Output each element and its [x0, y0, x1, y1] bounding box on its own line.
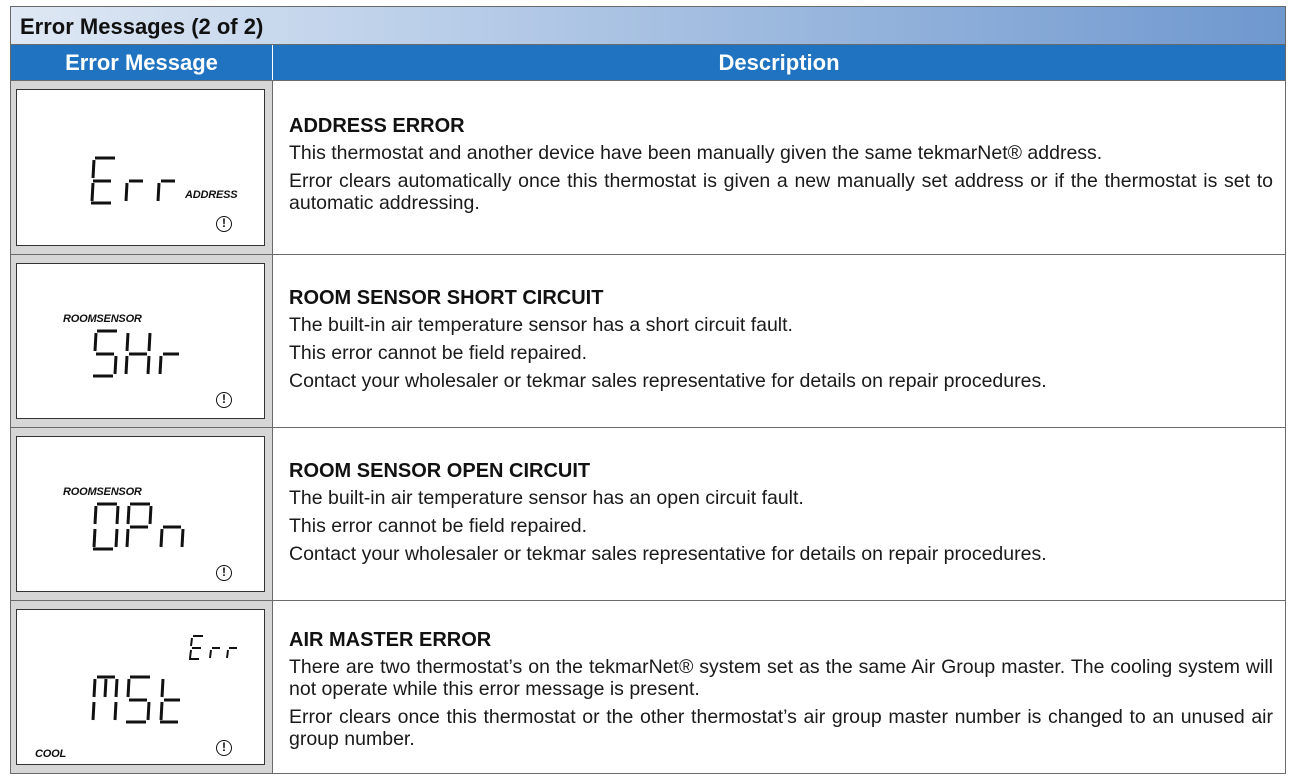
description-line: The built-in air temperature sensor has a short circuit fault.	[289, 314, 793, 336]
table-title-bar	[11, 7, 1285, 45]
lcd-char-S	[93, 331, 117, 376]
lcd-char-H	[126, 333, 150, 374]
error-heading: ROOM SENSOR OPEN CIRCUIT	[289, 460, 591, 482]
error-heading: ROOM SENSOR SHORT CIRCUIT	[289, 287, 604, 309]
description-line: The built-in air temperature sensor has an open circuit fault.	[289, 487, 804, 509]
lcd-char-r	[160, 354, 179, 374]
table-row	[11, 428, 1285, 601]
lcd-char-E	[91, 158, 115, 203]
table-row	[11, 601, 1285, 773]
lcd-label-cool: COOL	[35, 748, 66, 760]
description-line: Error clears automatically once this thermostat is given a new manually set address or if the thermostat is set to automatic addressing.	[289, 170, 1273, 214]
display-cell	[11, 255, 273, 427]
lcd-char-r2	[158, 181, 175, 201]
description-cell	[289, 629, 1273, 756]
column-header-row	[11, 45, 1285, 81]
header-error-message: Error Message	[11, 45, 273, 80]
display-cell	[11, 601, 273, 773]
alert-icon: !	[216, 565, 232, 581]
alert-icon: !	[216, 392, 232, 408]
lcd-label-address: ADDRESS	[185, 189, 238, 201]
lcd-char-t	[160, 679, 180, 722]
lcd-char-r1	[126, 181, 143, 201]
description-line: Contact your wholesaler or tekmar sales representative for details on repair procedures.	[289, 370, 1047, 392]
description-cell	[289, 115, 1273, 220]
description-line: Error clears once this thermostat or the other thermostat’s air group master number is changed to an unused air group number.	[289, 706, 1273, 750]
lcd-char-O	[93, 504, 118, 549]
error-heading: AIR MASTER ERROR	[289, 629, 492, 651]
description-line: There are two thermostat’s on the tekmarNet® system set as the same Air Group master. The cooling system will not operate while this error message is present.	[289, 656, 1273, 700]
lcd-char-n	[161, 527, 183, 547]
lcd-char-M	[93, 677, 117, 720]
alert-icon: !	[216, 740, 232, 756]
error-messages-table	[10, 6, 1286, 774]
lcd-char-P	[127, 504, 151, 547]
lcd-label-roomsensor: ROOMSENSOR	[63, 313, 142, 325]
lcd-label-roomsensor: ROOMSENSOR	[63, 486, 142, 498]
lcd-display	[16, 436, 265, 592]
error-heading: ADDRESS ERROR	[289, 115, 465, 137]
table-row	[11, 255, 1285, 428]
table-row	[11, 81, 1285, 255]
lcd-display	[16, 609, 265, 765]
description-line: This thermostat and another device have been manually given the same tekmarNet® address.	[289, 142, 1103, 164]
lcd-display	[16, 263, 265, 419]
description-line: Contact your wholesaler or tekmar sales representative for details on repair procedures.	[289, 543, 1047, 565]
lcd-char-S	[126, 677, 150, 722]
display-cell	[11, 428, 273, 600]
description-cell	[289, 460, 1273, 571]
alert-icon: !	[216, 216, 232, 232]
lcd-small-err	[189, 636, 237, 659]
table-title: Error Messages (2 of 2)	[20, 14, 264, 39]
lcd-display	[16, 89, 265, 246]
description-line: This error cannot be field repaired.	[289, 342, 588, 364]
description-cell	[289, 287, 1273, 398]
description-line: This error cannot be field repaired.	[289, 515, 588, 537]
display-cell	[11, 81, 273, 254]
header-description: Description	[718, 50, 840, 75]
